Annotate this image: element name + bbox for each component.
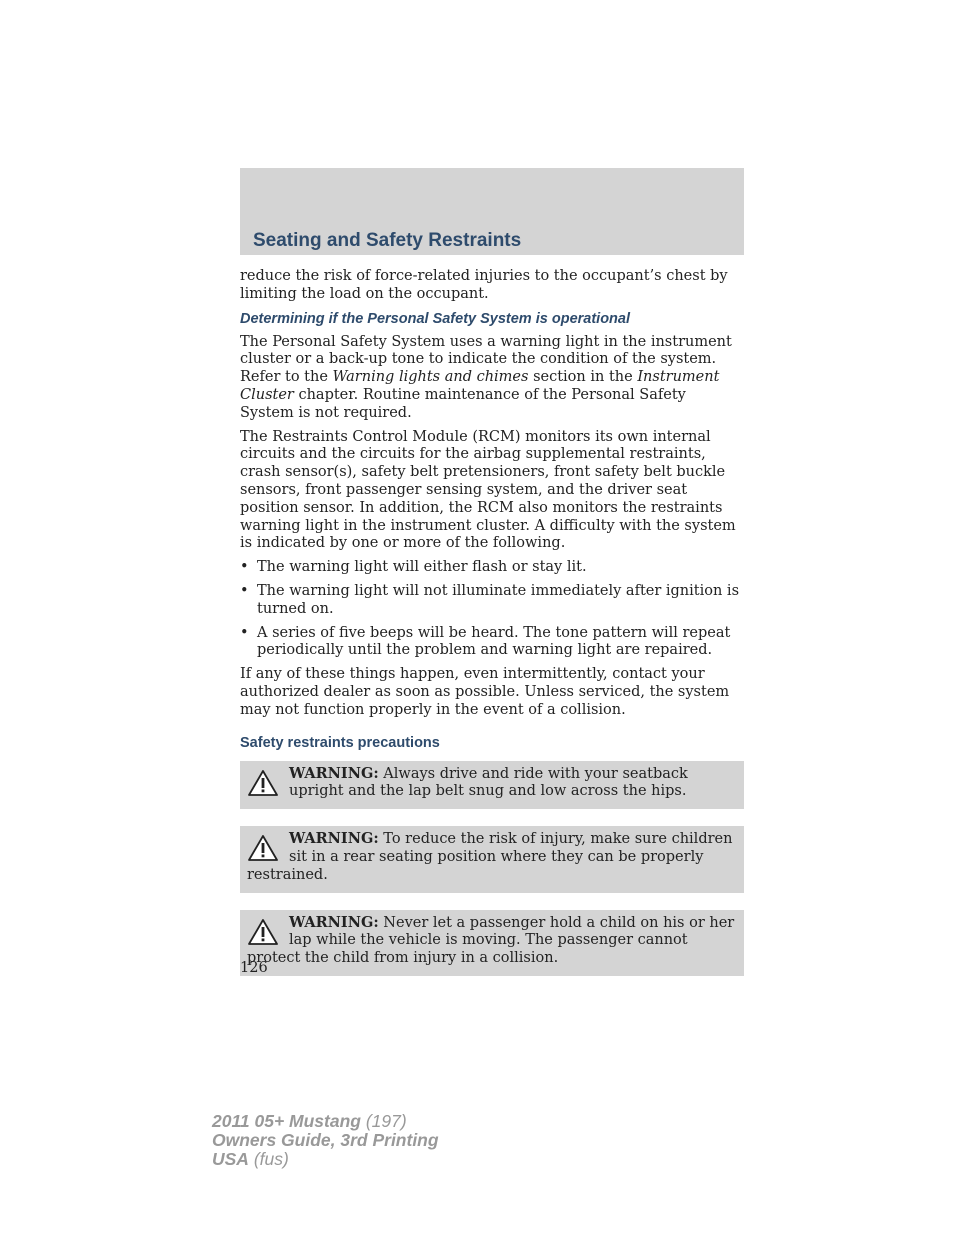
footer-market: USA	[212, 1149, 249, 1169]
paragraph-rcm: The Restraints Control Module (RCM) monitors its own internal circuits and the circuits for the airbag supplemental restraints, crash sensor(s), safety belt pretensioners, front safety belt buckle sensors, front passenger sensing system, and the driver seat position sensor. In addition, the RCM also monitors the restraints warning light in the instrument cluster. A difficulty with the system is indicated by one or more of the following.	[240, 428, 736, 552]
bullet-icon: •	[240, 624, 249, 641]
warning-label: WARNING:	[289, 830, 379, 848]
list-item-text: The warning light will either flash or stay lit.	[257, 559, 587, 576]
list-item-text: A series of five beeps will be heard. The tone pattern will repeat periodically until the problem and warning light are repaired.	[257, 624, 731, 659]
warning-label: WARNING:	[289, 913, 379, 931]
footer-guide: Owners Guide, 3rd Printing	[212, 1130, 439, 1150]
warning-triangle-icon	[247, 834, 279, 862]
footer-line-model	[212, 1112, 439, 1131]
bullet-icon: •	[240, 559, 249, 576]
warning-text: Never let a passenger hold a child on his or her lap while the vehicle is moving. The passenger cannot protect the child from injury in a collision.	[247, 914, 735, 967]
section-header-band	[240, 168, 744, 255]
text-run: chapter. Routine maintenance of the Personal Safety System is not required.	[240, 386, 686, 421]
list-item-text: The warning light will not illuminate immediately after ignition is turned on.	[257, 582, 740, 617]
footer-line-guide	[212, 1131, 439, 1150]
warning-triangle-icon	[247, 769, 279, 797]
list-item	[240, 559, 744, 577]
warning-box	[240, 761, 744, 810]
section-heading-precautions: Safety restraints precautions	[240, 734, 440, 751]
paragraph-contact-dealer: If any of these things happen, even intermittently, contact your authorized dealer as soon as possible. Unless serviced, the system may not function properly in the event of a collision.	[240, 666, 730, 718]
warning-box	[240, 910, 744, 976]
symptom-list	[240, 559, 744, 660]
warning-text: Always drive and ride with your seatback upright and the lap belt snug and low across the hips.	[289, 765, 688, 800]
document-footer	[212, 1112, 439, 1169]
warning-text: To reduce the risk of injury, make sure children sit in a rear seating position where they can be properly restrained.	[247, 831, 733, 883]
footer-market-code: (fus)	[248, 1149, 289, 1169]
page-number: 126	[240, 960, 268, 976]
section-heading-operational: Determining if the Personal Safety System is operational	[240, 310, 630, 327]
reference-warning-lights: Warning lights and chimes	[332, 369, 529, 386]
list-item	[240, 583, 744, 619]
footer-model: 2011 05+ Mustang	[212, 1111, 361, 1131]
warning-triangle-icon	[247, 918, 279, 946]
warning-box	[240, 826, 744, 892]
warning-label: WARNING:	[289, 764, 379, 782]
paragraph-pss-warning-light	[240, 334, 744, 423]
list-item	[240, 625, 744, 661]
intro-paragraph: reduce the risk of force-related injuries to the occupant’s chest by limiting the load on the occupant.	[240, 268, 728, 302]
section-title: Seating and Safety Restraints	[253, 230, 522, 251]
bullet-icon: •	[240, 582, 249, 599]
footer-line-market	[212, 1150, 439, 1169]
reference-instrument-cluster: Instrument Cluster	[240, 369, 720, 403]
text-run: section in the	[528, 369, 638, 386]
text-run: The Personal Safety System uses a warning light in the instrument cluster or a back-up tone to indicate the condition of the system. Refer to the	[240, 333, 732, 386]
footer-model-code: (197)	[360, 1111, 407, 1131]
page-content	[240, 268, 744, 993]
